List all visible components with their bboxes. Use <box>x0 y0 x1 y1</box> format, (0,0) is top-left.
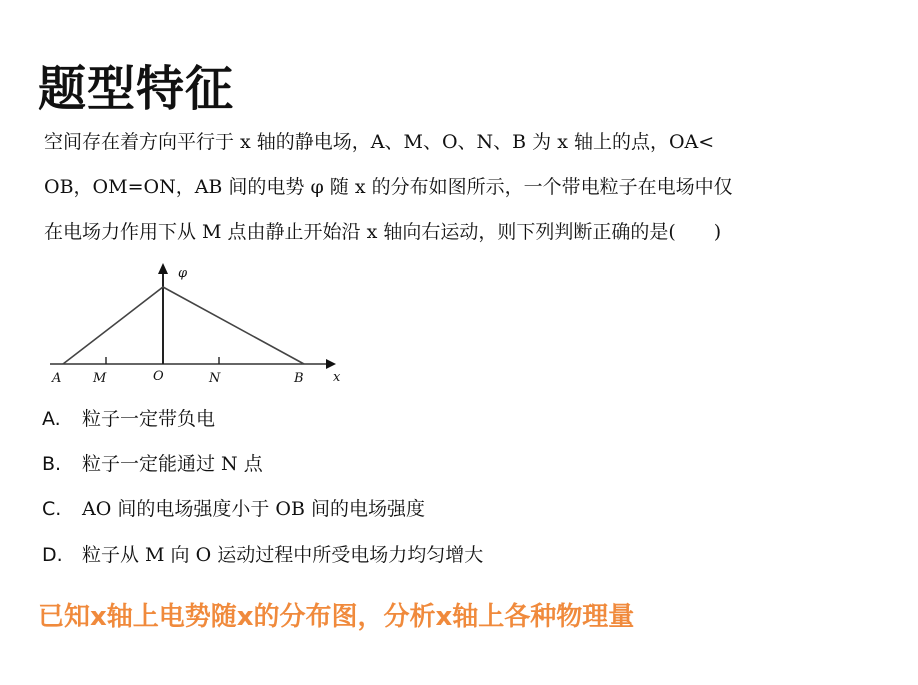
y-axis-label: φ <box>178 266 188 281</box>
point-label-o: O <box>153 369 164 384</box>
option-a-text: 粒子一定带负电 <box>82 408 216 430</box>
option-b <box>42 454 263 474</box>
point-label-m: M <box>93 371 107 386</box>
point-label-a: A <box>52 371 62 386</box>
question-line-1: 空间存在着方向平行于 x 轴的静电场，A、M、O、N、B 为 x 轴上的点，OA< <box>44 131 715 153</box>
option-d <box>42 545 483 565</box>
x-axis-arrow-icon <box>326 359 336 369</box>
summary-note: 已知x轴上电势随x的分布图，分析x轴上各种物理量 <box>38 602 635 632</box>
question-line-3: 在电场力作用下从 M 点由静止开始沿 x 轴向右运动，则下列判断正确的是( ) <box>44 221 722 243</box>
option-c <box>42 499 425 519</box>
question-line-2: OB，OM=ON，AB 间的电势 φ 随 x 的分布如图所示，一个带电粒子在电场中仅 <box>44 176 733 198</box>
option-a <box>42 409 215 429</box>
option-a-key: A. <box>42 408 61 430</box>
option-c-text: AO 间的电场强度小于 OB 间的电场强度 <box>82 498 425 520</box>
option-b-text: 粒子一定能通过 N 点 <box>82 453 263 475</box>
x-axis-label: x <box>333 370 341 385</box>
point-label-b: B <box>294 371 304 386</box>
option-c-key: C. <box>42 498 62 520</box>
y-axis-arrow-icon <box>158 263 168 274</box>
potential-curve <box>63 287 304 364</box>
option-d-key: D. <box>42 544 63 566</box>
slide-title: 题型特征 <box>38 61 235 117</box>
option-b-key: B. <box>42 453 62 475</box>
point-label-n: N <box>209 371 221 386</box>
option-d-text: 粒子从 M 向 O 运动过程中所受电场力均匀增大 <box>82 544 484 566</box>
